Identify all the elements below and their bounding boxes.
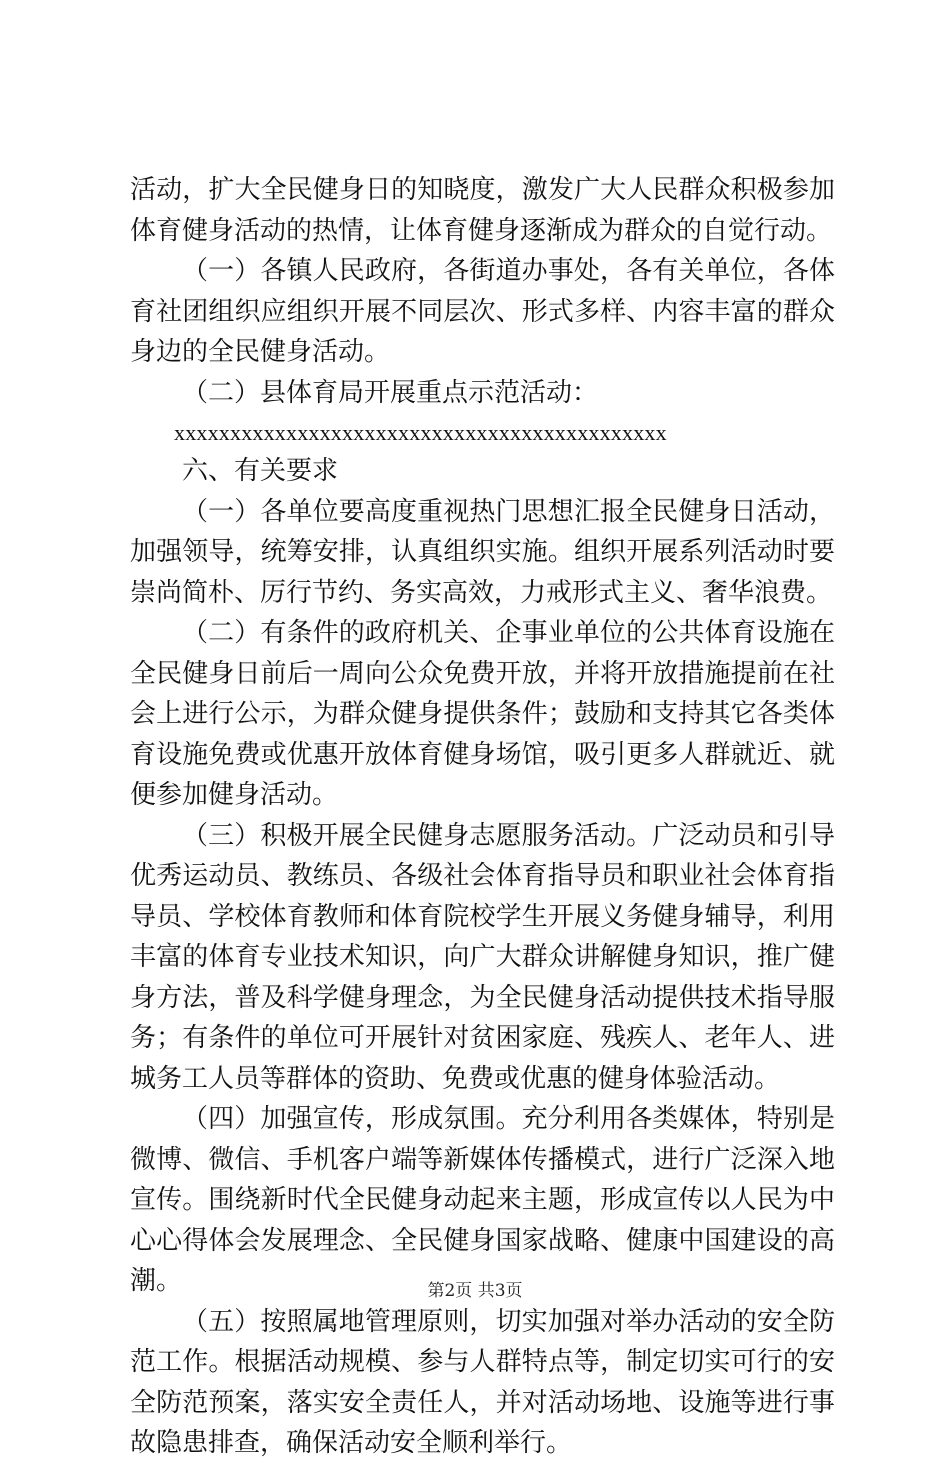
requirement-1: （一）各单位要高度重视热门思想汇报全民健身日活动，加强领导，统筹安排，认真组织实施。组织开展系列活动时要崇尚简朴、厉行节约、务实高效，力戒形式主义、奢华浪费。 [130, 496, 835, 608]
requirement-3: （三）积极开展全民健身志愿服务活动。广泛动员和引导优秀运动员、教练员、各级社会体育指导员和职业社会体育指导员、学校体育教师和体育院校学生开展义务健身辅导，利用丰富的体育专业技术知识，向广大群众讲解健身知识，推广健身方法，普及科学健身理念，为全民健身活动提供技术指导服务；有条件的单位可开展针对贫困家庭、残疾人、老年人、进城务工人员等群体的资助、免费或优惠的健身体验活动。 [130, 820, 835, 1094]
section-heading: 六、有关要求 [182, 456, 339, 486]
requirement-5: （五）按照属地管理原则，切实加强对举办活动的安全防范工作。根据活动规模、参与人群特点等，制定切实可行的安全防范预案，落实安全责任人，并对活动场地、设施等进行事故隐患排查，确保活动安全顺利举行。 [130, 1306, 835, 1458]
requirement-2: （二）有条件的政府机关、企事业单位的公共体育设施在全民健身日前后一周向公众免费开放，并将开放措施提前在社会上进行公示，为群众健身提供条件；鼓励和支持其它各类体育设施免费或优惠开放体育健身场馆，吸引更多人群就近、就便参加健身活动。 [130, 618, 835, 810]
paragraph-item-2: （二）县体育局开展重点示范活动： [182, 377, 599, 408]
placeholder-line: xxxxxxxxxxxxxxxxxxxxxxxxxxxxxxxxxxxxxxxxxxxx [174, 420, 667, 445]
requirement-4: （四）加强宣传，形成氛围。充分利用各类媒体，特别是微博、微信、手机客户端等新媒体传播模式，进行广泛深入地宣传。围绕新时代全民健身动起来主题，形成宣传以人民为中心心得体会发展理念、全民健身国家战略、健康中国建设的高潮。 [130, 1104, 835, 1296]
document-body [130, 170, 835, 1464]
paragraph-item-1: （一）各镇人民政府，各街道办事处，各有关单位，各体育社团组织应组织开展不同层次、形式多样、内容丰富的群众身边的全民健身活动。 [130, 256, 835, 367]
page-footer: 第2页 共3页 [427, 1281, 523, 1301]
paragraph-continuation: 活动，扩大全民健身日的知晓度，激发广大人民群众积极参加体育健身活动的热情，让体育健身逐渐成为群众的自觉行动。 [130, 175, 835, 246]
